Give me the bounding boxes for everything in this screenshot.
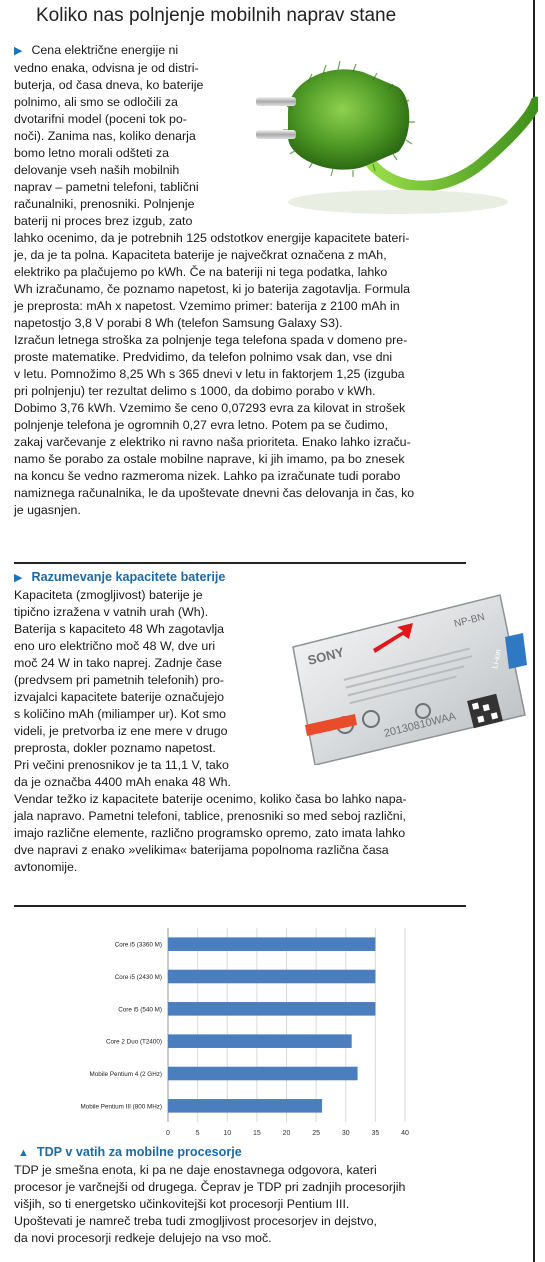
text-line — [14, 349, 466, 366]
section-rule — [14, 905, 466, 907]
text-line — [14, 451, 466, 468]
text-line-content: Wh izračunamo, če poznamo napetost, ki jo baterija zagotavlja. Formula — [14, 282, 411, 296]
text-line-content: polnjenje telefona je ogromnih 0,27 evra letno. Potem pa se čudimo, — [14, 418, 389, 432]
text-line-content: avtonomije. — [14, 860, 78, 874]
text-line — [14, 655, 264, 672]
text-line — [14, 689, 264, 706]
text-line — [14, 672, 264, 689]
text-line-content: računalniki, prenosniki. Polnjenje — [14, 197, 195, 211]
text-line — [14, 111, 234, 128]
text-line — [14, 502, 466, 519]
battery-liion-label: Li-ion — [490, 648, 504, 670]
text-line-content: Cena električne energije ni — [31, 43, 179, 57]
text-line-content: višjih, so ti energetsko učinkovitejši kot procesorji Pentium III. — [14, 1197, 350, 1211]
text-line — [14, 808, 466, 825]
text-line — [14, 604, 264, 621]
text-line-content: procesor je varčnejši od drugega. Čeprav je TDP pri zadnjih procesorjih — [14, 1180, 406, 1194]
article-title: Koliko nas polnjenje mobilnih naprav stane — [36, 5, 397, 26]
text-line — [14, 485, 466, 502]
text-line — [14, 1179, 484, 1196]
text-line — [14, 128, 234, 145]
text-line-content: proste matematike. Predvidimo, da telefon polnimo vsak dan, vse dni — [14, 350, 393, 364]
text-line-content: elektriko pa plačujemo po kWh. Če na bateriji ni tega podatka, lahko — [14, 265, 388, 279]
text-line — [14, 77, 234, 94]
text-line-content: na koncu še vedno razmeroma nizek. Lahko pa izračunate tudi porabo — [14, 469, 401, 483]
text-line — [14, 213, 234, 230]
text-line — [14, 587, 264, 604]
x-tick-label: 10 — [223, 1130, 232, 1137]
text-line-content: napetostjo 3,8 V porabi 8 Wh (telefon Samsung Galaxy S3). — [14, 316, 343, 330]
text-line — [14, 196, 234, 213]
text-line-content: baterij ni proces brez izgub, zato — [14, 214, 193, 228]
text-line — [14, 740, 264, 757]
text-line-content: v letu. Pomnožimo 8,25 Wh s 365 dnevi v letu in faktorjem 1,25 (izguba — [14, 367, 405, 381]
text-line-content: je ugasnjen. — [14, 503, 81, 517]
bar — [168, 937, 375, 951]
text-line — [14, 332, 466, 349]
text-line — [14, 230, 466, 247]
text-line-content: polnimo, ali smo se odločili za — [14, 95, 178, 109]
text-line — [14, 791, 466, 808]
text-line-content: vedno enaka, odvisna je od distri- — [14, 61, 199, 75]
text-line — [14, 842, 466, 859]
section-heading: Razumevanje kapacitete baterije — [31, 570, 226, 584]
text-line-content: dve napravi z enako »velikima« baterijama popolnoma različna časa — [14, 843, 389, 857]
text-line-content: pri polnjenju) ter rezultat delimo s 1000, da dobimo porabo v kWh. — [14, 384, 376, 398]
x-tick-label: 15 — [252, 1130, 261, 1137]
text-line-content: s količino mAh (miliamper ur). Kot smo — [14, 707, 227, 721]
text-line — [14, 825, 466, 842]
text-line — [14, 94, 234, 111]
text-line-content: Baterija s kapaciteto 48 Wh zagotavlja — [14, 622, 225, 636]
text-line — [14, 468, 466, 485]
text-line-content: Upoštevati je namreč treba tudi zmogljivost procesorjev in dejstvo, — [14, 1214, 377, 1228]
text-line-content: Izračun letnega stroška za polnjenje tega telefona spada v domeno pre- — [14, 333, 408, 347]
text-line-content: moč 24 W in tako naprej. Zadnje čase — [14, 656, 222, 670]
body-text — [14, 230, 466, 519]
text-line-content: bomo letno morali odšteti za — [14, 146, 169, 160]
text-line-content: noči). Zanima nas, koliko denarja — [14, 129, 196, 143]
text-line — [14, 1213, 484, 1230]
text-line-content: delovanje vseh naših mobilnih — [14, 163, 180, 177]
category-label: Mobile Pentium 4 (2 GHz) — [89, 1071, 162, 1078]
text-line-content: naprav – pametni telefoni, tablični — [14, 180, 199, 194]
text-line-content: da je označba 4400 mAh enaka 48 Wh. — [14, 775, 231, 789]
text-line-content: zakaj varčevanje z elektriko ni ravno naša prioriteta. Enako lahko izraču- — [14, 435, 411, 449]
text-line — [14, 383, 466, 400]
text-line — [14, 315, 466, 332]
text-line — [14, 298, 466, 315]
text-line — [14, 638, 264, 655]
text-line — [14, 859, 466, 876]
section-heading: TDP v vatih za mobilne procesorje — [36, 1145, 242, 1159]
text-line — [14, 60, 234, 77]
text-line — [14, 145, 234, 162]
category-label: Mobile Pentium III (800 MHz) — [80, 1103, 162, 1111]
text-line — [14, 42, 234, 60]
category-label: Core 2 Duo (T2400) — [106, 1038, 162, 1046]
text-line — [14, 621, 264, 638]
section-tdp — [14, 1144, 484, 1247]
battery-brand-label: SONY — [306, 644, 346, 668]
category-label: Core i5 (2430 M) — [114, 974, 162, 981]
bar — [168, 1002, 375, 1016]
text-line — [14, 706, 264, 723]
x-tick-label: 30 — [341, 1130, 350, 1137]
text-line-content: (predvsem pri pametnih telefonih) pro- — [14, 673, 225, 687]
x-tick-label: 40 — [401, 1130, 409, 1137]
text-line — [14, 417, 466, 434]
x-tick-label: 5 — [195, 1130, 200, 1137]
battery-code-label: 20130810WAA — [382, 710, 458, 740]
text-line — [14, 723, 264, 740]
text-line-content: dvotarifni model (poceni tok po- — [14, 112, 187, 126]
text-line-content: TDP je smešna enota, ki pa ne daje enostavnega odgovora, kateri — [14, 1163, 377, 1177]
x-tick-label: 25 — [312, 1130, 321, 1137]
text-line-content: preprosta, dokler poznamo napetost. — [14, 741, 216, 755]
text-line — [14, 1196, 484, 1213]
text-line — [14, 400, 466, 417]
section-electricity-cost — [14, 42, 466, 519]
tdp-body — [14, 1162, 484, 1247]
text-line-content: je, da je ta polna. Kapaciteta baterije je največkrat označena z mAh, — [14, 248, 387, 262]
intro-column — [14, 42, 234, 230]
capacity-body — [14, 791, 466, 876]
text-line-content: Vendar težko iz kapacitete baterije ocenimo, koliko časa bo lahko napa- — [14, 792, 407, 806]
tdp-bar-chart — [50, 922, 450, 1144]
text-line — [14, 247, 466, 264]
text-line — [14, 162, 234, 179]
category-label: Core i5 (3360 M) — [114, 941, 162, 949]
bar — [168, 970, 375, 984]
text-line — [14, 179, 234, 196]
text-line-content: buterja, od časa dneva, ko baterije — [14, 78, 204, 92]
category-label: Core i5 (540 M) — [118, 1006, 162, 1014]
text-line-content: namiznega računalnika, le da upoštevate dnevni čas delovanja in čas, ko — [14, 486, 415, 500]
text-line — [14, 264, 466, 281]
text-line — [14, 434, 466, 451]
text-line — [14, 1162, 484, 1179]
text-line-content: tipično izražena v vatnih urah (Wh). — [14, 605, 209, 619]
battery-model-label: NP-BN — [453, 611, 486, 630]
x-tick-label: 20 — [282, 1130, 291, 1137]
text-line-content: je preprosta: mAh x napetost. Vzemimo primer: baterija z 2100 mAh in — [14, 299, 400, 313]
battery-image — [275, 587, 530, 765]
capacity-column — [14, 587, 264, 791]
text-line — [14, 774, 264, 791]
text-line-content: jala napravo. Pametni telefoni, tablice, prenosniki so med seboj različni, — [14, 809, 406, 823]
text-line-content: Kapaciteta (zmogljivost) baterije je — [14, 588, 203, 602]
triangle-marker-icon: ▶ — [14, 572, 23, 584]
x-tick-label: 35 — [371, 1130, 380, 1137]
text-line-content: namo še porabo za ostale mobilne naprave, ki jih imamo, pa bo znesek — [14, 452, 405, 466]
bar — [168, 1034, 352, 1048]
text-line — [14, 1230, 484, 1247]
x-tick-label: 0 — [166, 1130, 170, 1137]
text-line — [14, 366, 466, 383]
text-line — [14, 281, 466, 298]
text-line — [14, 757, 264, 774]
text-line-content: videli, je pretvorba iz ene mere v drugo — [14, 724, 228, 738]
triangle-up-marker-icon: ▲ — [18, 1147, 29, 1159]
text-line-content: imajo različne elemente, različno programsko opremo, zato imata lahko — [14, 826, 406, 840]
section-rule — [14, 562, 466, 564]
text-line-content: lahko ocenimo, da je potrebnih 125 odstotkov energije kapacitete bateri- — [14, 231, 410, 245]
text-line-content: da novi procesorji redkeje delujejo na vso moč. — [14, 1231, 272, 1245]
text-line-content: Pri večini prenosnikov je ta 11,1 V, tako — [14, 758, 229, 772]
bar — [168, 1099, 322, 1113]
text-line-content: izvajalci kapacitete baterije označujejo — [14, 690, 225, 704]
text-line-content: eno uro električno moč 48 W, dve uri — [14, 639, 216, 653]
triangle-marker-icon: ▶ — [14, 45, 23, 57]
bar — [168, 1067, 358, 1081]
text-line-content: Dobimo 3,76 kWh. Vzemimo še ceno 0,07293 evra za kilovat in strošek — [14, 401, 406, 415]
